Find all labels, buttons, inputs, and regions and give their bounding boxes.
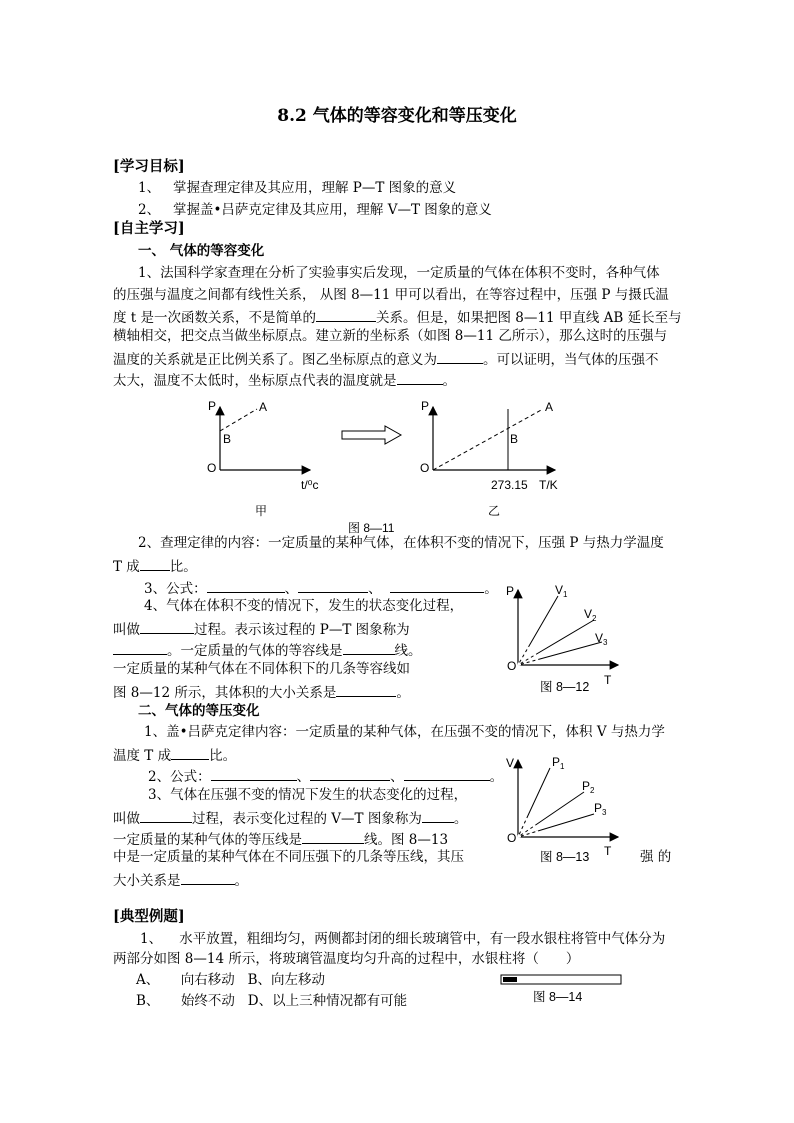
goal-text: 掌握查理定律及其应用，理解 P—T 图象的意义 xyxy=(172,180,457,196)
formula-line xyxy=(148,768,503,785)
formula-line xyxy=(144,580,498,597)
question-line xyxy=(140,933,665,947)
tick-label: 273.15 xyxy=(491,478,528,492)
line-label: $P_1$ xyxy=(552,755,565,771)
para-line: 2、查理定律的内容：一定质量的某种气体，在体积不变的情况下，压强 P 与热力学温度 xyxy=(138,535,664,551)
text: 度 t 是一次函数关系，不是简单的 xyxy=(113,310,317,326)
line-label: $V_2$ xyxy=(584,607,597,623)
self-study-heading: [自主学习] xyxy=(113,220,185,237)
point-label: A xyxy=(259,400,268,414)
page-title: 8.2 气体的等容变化和等压变化 xyxy=(277,106,517,126)
mercury-column xyxy=(503,977,517,982)
option-label: B、 xyxy=(136,993,160,1009)
text: 3、公式： xyxy=(144,581,207,597)
goal-num: 1、 xyxy=(138,180,161,196)
goal-item-1 xyxy=(138,182,456,196)
goals-heading: [学习目标] xyxy=(113,158,185,175)
text: 、 xyxy=(296,769,311,785)
figure-8-14 xyxy=(500,972,630,1008)
text: 。 xyxy=(453,811,468,827)
line-label: $V_1$ xyxy=(555,583,568,599)
question-num: 1、 xyxy=(140,931,163,947)
answer-blank[interactable] xyxy=(422,810,454,823)
option-line xyxy=(136,995,407,1009)
axis-label: V xyxy=(506,756,515,770)
answer-blank[interactable] xyxy=(171,747,209,760)
text: 温度 T 成 xyxy=(113,748,172,764)
para-line: 4、气体在体积不变的情况下，发生的状态变化过程， xyxy=(144,598,464,614)
answer-blank[interactable] xyxy=(302,831,364,844)
axis-label: P xyxy=(506,584,515,598)
option-a[interactable]: 向右移动 xyxy=(180,972,235,988)
answer-blank[interactable] xyxy=(140,810,192,823)
answer-blank[interactable] xyxy=(211,768,297,781)
text: 。 xyxy=(442,373,456,389)
text: 关系。但是，如果把图 8—11 甲直线 AB 延长至与 xyxy=(376,310,682,326)
origin-label: O xyxy=(507,831,517,845)
answer-blank[interactable] xyxy=(207,580,285,593)
text: 水平放置，粗细均匀，两侧都封闭的细长玻璃管中，有一段水银柱将管中气体分为 xyxy=(179,931,666,947)
section1-heading: 一、 气体的等容变化 xyxy=(138,243,265,259)
section2-heading: 二、气体的等压变化 xyxy=(138,703,260,719)
answer-blank[interactable] xyxy=(316,309,376,322)
answer-blank[interactable] xyxy=(397,372,443,385)
line-label: $V_3$ xyxy=(595,631,608,647)
question-line: 两部分如图 8—14 所示，将玻璃管温度均匀升高的过程中，水银柱将（ ） xyxy=(113,951,580,967)
answer-blank[interactable] xyxy=(181,872,235,885)
answer-blank[interactable] xyxy=(404,768,490,781)
transform-arrow-icon xyxy=(342,426,401,444)
text: 温度的关系就是正比例关系了。图乙坐标原点的意义为 xyxy=(113,352,437,368)
text: 叫做 xyxy=(113,811,140,827)
ab-extended-line xyxy=(433,409,543,470)
axis-label: T xyxy=(604,844,612,858)
text: 线。图 8—13 xyxy=(364,832,449,848)
text: 。可以证明，当气体的压强不 xyxy=(483,352,659,368)
para-line: 3、气体在压强不变的情况下发生的状态变化的过程， xyxy=(148,787,468,803)
text: T 成 xyxy=(113,559,140,575)
axis-label: t/⁰c xyxy=(301,478,319,492)
answer-blank[interactable] xyxy=(343,642,395,655)
para-line xyxy=(113,621,410,638)
para-line: 的压强与温度之间都有线性关系， 从图 8—11 甲可以看出，在等容过程中，压强 P 与摄氏温 xyxy=(113,287,669,303)
text: 2、公式： xyxy=(148,769,211,785)
ab-line xyxy=(220,409,257,431)
origin-label: O xyxy=(507,659,517,673)
option-label: D、 xyxy=(247,993,273,1009)
para-line: 横轴相交，把交点当做坐标原点。建立新的坐标系（如图 8—11 乙所示），那么这时的压强与 xyxy=(113,328,668,344)
figure-8-13 xyxy=(500,752,630,870)
point-label: B xyxy=(510,432,519,446)
para-line xyxy=(113,642,422,659)
para-line xyxy=(113,372,456,389)
axis-label: P xyxy=(421,399,430,413)
answer-blank[interactable] xyxy=(298,580,368,593)
option-label: A、 xyxy=(136,972,160,988)
para-line: 1、盖•吕萨克定律内容：一定质量的某种气体，在压强不变的情况下，体积 V 与热力学 xyxy=(144,724,665,740)
glass-tube xyxy=(501,975,621,984)
axis-label: T/K xyxy=(539,478,558,492)
origin-label: O xyxy=(207,461,217,475)
answer-blank[interactable] xyxy=(310,768,390,781)
option-b[interactable]: 向左移动 xyxy=(271,972,326,988)
text: 。 xyxy=(234,873,248,889)
answer-blank[interactable] xyxy=(140,621,194,634)
figure-caption: 图 8—13 xyxy=(540,850,590,864)
text: 太大，温度不太低时，坐标原点代表的温度就是 xyxy=(113,373,397,389)
option-label: B、 xyxy=(247,972,272,988)
para-line xyxy=(113,831,448,848)
para-line: 一定质量的某种气体在不同体积下的几条等容线如 xyxy=(113,661,410,677)
text: 。 xyxy=(396,685,410,701)
text: 、 xyxy=(390,769,404,785)
para-line xyxy=(113,872,248,889)
goal-item-2 xyxy=(138,204,492,218)
goal-num: 2、 xyxy=(138,202,161,218)
examples-heading: [典型例题] xyxy=(113,908,185,925)
text: 过程。表示该过程的 P—T 图象称为 xyxy=(194,622,410,638)
option-line xyxy=(136,974,325,988)
figure-caption: 图 8—12 xyxy=(540,680,590,694)
para-line xyxy=(113,810,467,827)
caption: 乙 xyxy=(488,504,501,518)
text: 、 xyxy=(368,581,382,597)
figure-8-11 xyxy=(195,395,575,535)
text: 。一定质量的气体的等容线是 xyxy=(167,643,343,659)
para-line xyxy=(113,558,197,575)
option-d[interactable]: 以上三种情况都有可能 xyxy=(272,993,408,1009)
text: 图 8—12 所示，其体积的大小关系是 xyxy=(113,685,337,701)
figure-caption: 图 8—11 xyxy=(348,521,395,535)
text: 过程，表示变化过程的 V—T 图象称为 xyxy=(192,811,422,827)
para-line xyxy=(113,309,682,326)
text: 。 xyxy=(489,769,504,785)
para-line xyxy=(113,684,410,701)
caption: 甲 xyxy=(255,504,268,518)
text: 一定质量的某种气体的等压线是 xyxy=(113,832,302,848)
para-line: 1、法国科学家查理在分析了实验事实后发现，一定质量的气体在体积不变时，各种气体 xyxy=(138,265,660,281)
para-line: 中是一定质量的某种气体在不同压强下的几条等压线，其压 xyxy=(113,849,464,865)
text: 线。 xyxy=(394,643,422,659)
answer-blank[interactable] xyxy=(113,642,167,655)
answer-blank[interactable] xyxy=(140,558,170,571)
origin-label: O xyxy=(420,461,430,475)
answer-blank[interactable] xyxy=(390,580,484,593)
answer-blank[interactable] xyxy=(437,351,483,364)
text: 叫做 xyxy=(113,622,140,638)
text: 、 xyxy=(284,581,299,597)
line-label: $P_3$ xyxy=(594,801,607,817)
option-c[interactable]: 始终不动 xyxy=(180,993,235,1009)
para-line xyxy=(113,747,236,764)
axis-label: P xyxy=(208,399,217,413)
text: 比。 xyxy=(169,559,197,575)
point-label: A xyxy=(545,400,554,414)
point-label: B xyxy=(223,432,232,446)
para-line-tail: 强 的 xyxy=(640,849,672,865)
answer-blank[interactable] xyxy=(336,684,396,697)
para-line xyxy=(113,351,659,368)
figure-8-12 xyxy=(500,580,630,698)
goal-text: 掌握盖•吕萨克定律及其应用，理解 V—T 图象的意义 xyxy=(172,202,492,218)
line-label: $P_2$ xyxy=(582,779,595,795)
text: 大小关系是 xyxy=(113,873,181,889)
text: 比。 xyxy=(209,748,237,764)
text: 。 xyxy=(484,581,498,597)
figure-caption: 图 8—14 xyxy=(533,990,583,1004)
axis-label: T xyxy=(604,673,612,687)
